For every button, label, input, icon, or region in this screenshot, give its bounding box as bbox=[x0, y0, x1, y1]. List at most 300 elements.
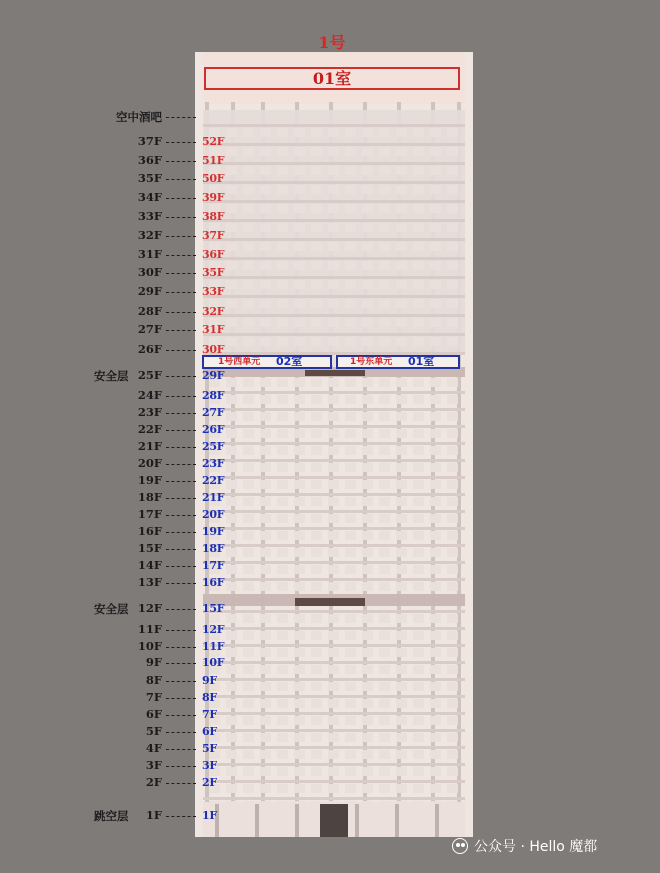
lobby-column bbox=[435, 804, 439, 837]
floor-label: 5F bbox=[145, 724, 162, 738]
window-cell bbox=[447, 166, 458, 175]
window-cell bbox=[362, 497, 373, 506]
window-cell bbox=[396, 514, 407, 523]
floor-dash bbox=[166, 236, 196, 237]
window-cell bbox=[226, 463, 237, 472]
window-cell bbox=[311, 337, 322, 346]
window-cell bbox=[277, 128, 288, 137]
window-cell bbox=[413, 548, 424, 557]
window-cell bbox=[294, 446, 305, 455]
window-cell bbox=[260, 648, 271, 657]
window-cell bbox=[447, 337, 458, 346]
window-cell bbox=[362, 463, 373, 472]
floor-slab bbox=[203, 661, 465, 664]
floor-dash bbox=[166, 630, 196, 631]
floor-label: 35F bbox=[137, 171, 162, 185]
window-cell bbox=[447, 242, 458, 251]
refuge-dark-lower bbox=[295, 598, 365, 606]
window-cell bbox=[277, 166, 288, 175]
window-cell bbox=[311, 665, 322, 674]
window-cell bbox=[379, 733, 390, 742]
window-cell bbox=[430, 784, 441, 793]
window-cell bbox=[345, 337, 356, 346]
window-cell bbox=[226, 261, 237, 270]
window-cell bbox=[294, 648, 305, 657]
window-cell bbox=[345, 299, 356, 308]
floor-dash bbox=[166, 566, 196, 567]
facade-graphic bbox=[195, 52, 473, 837]
window-cell bbox=[430, 147, 441, 156]
watermark-text: 公众号 · Hello 魔都 bbox=[474, 839, 598, 855]
window-cell bbox=[243, 463, 254, 472]
window-cell bbox=[396, 497, 407, 506]
window-cell bbox=[260, 337, 271, 346]
window-cell bbox=[447, 648, 458, 657]
window-cell bbox=[396, 699, 407, 708]
window-cell bbox=[328, 446, 339, 455]
window-cell bbox=[260, 733, 271, 742]
window-cell bbox=[362, 299, 373, 308]
window-cell bbox=[362, 614, 373, 623]
window-cell bbox=[362, 128, 373, 137]
window-cell bbox=[447, 395, 458, 404]
window-cell bbox=[226, 582, 237, 591]
window-cell bbox=[328, 699, 339, 708]
window-cell bbox=[277, 614, 288, 623]
window-cell bbox=[447, 531, 458, 540]
window-cell bbox=[243, 147, 254, 156]
window-cell bbox=[243, 548, 254, 557]
window-cell bbox=[311, 299, 322, 308]
window-cell bbox=[345, 223, 356, 232]
window-cell bbox=[345, 280, 356, 289]
window-cell bbox=[328, 767, 339, 776]
window-cell bbox=[328, 412, 339, 421]
window-cell bbox=[345, 463, 356, 472]
floor-dash bbox=[166, 663, 196, 664]
floor-dash bbox=[166, 715, 196, 716]
window-cell bbox=[311, 733, 322, 742]
marketing-floor-label: 37F bbox=[202, 229, 225, 242]
window-cell bbox=[328, 565, 339, 574]
floor-slab bbox=[203, 561, 465, 564]
window-cell bbox=[260, 665, 271, 674]
window-cell bbox=[328, 318, 339, 327]
window-cell bbox=[345, 204, 356, 213]
window-cell bbox=[260, 784, 271, 793]
window-cell bbox=[413, 531, 424, 540]
window-cell bbox=[379, 682, 390, 691]
window-cell bbox=[447, 497, 458, 506]
window-cell bbox=[396, 733, 407, 742]
window-cell bbox=[379, 531, 390, 540]
window-cell bbox=[413, 750, 424, 759]
floor-dash bbox=[166, 312, 196, 313]
floor-dash bbox=[166, 549, 196, 550]
window-cell bbox=[243, 299, 254, 308]
window-cell bbox=[277, 378, 288, 387]
window-cell bbox=[362, 750, 373, 759]
window-cell bbox=[294, 631, 305, 640]
floor-dash bbox=[166, 217, 196, 218]
window-cell bbox=[430, 261, 441, 270]
window-cell bbox=[328, 128, 339, 137]
floor-dash bbox=[166, 255, 196, 256]
floor-slab bbox=[203, 729, 465, 732]
window-cell bbox=[430, 750, 441, 759]
marketing-floor-label: 8F bbox=[202, 691, 217, 704]
window-cell bbox=[379, 463, 390, 472]
window-cell bbox=[277, 582, 288, 591]
window-cell bbox=[277, 514, 288, 523]
floor-label: 22F bbox=[137, 422, 162, 436]
window-cell bbox=[430, 337, 441, 346]
floor-label: 16F bbox=[137, 524, 162, 538]
window-cell bbox=[379, 565, 390, 574]
window-cell bbox=[294, 463, 305, 472]
floor-dash bbox=[166, 179, 196, 180]
window-cell bbox=[430, 565, 441, 574]
window-cell bbox=[379, 223, 390, 232]
window-cell bbox=[294, 280, 305, 289]
marketing-floor-label: 31F bbox=[202, 323, 225, 336]
floor-label: 27F bbox=[137, 322, 162, 336]
floor-label: 空中酒吧 bbox=[116, 110, 162, 124]
window-cell bbox=[447, 147, 458, 156]
window-cell bbox=[277, 204, 288, 213]
window-cell bbox=[311, 497, 322, 506]
floor-dash bbox=[166, 749, 196, 750]
marketing-floor-label: 15F bbox=[202, 602, 225, 615]
marketing-floor-label: 1F bbox=[202, 809, 217, 822]
floor-label: 12F bbox=[137, 601, 162, 615]
window-cell bbox=[328, 531, 339, 540]
window-cell bbox=[311, 446, 322, 455]
window-cell bbox=[430, 531, 441, 540]
window-cell bbox=[294, 733, 305, 742]
window-cell bbox=[277, 242, 288, 251]
window-cell bbox=[328, 548, 339, 557]
window-cell bbox=[243, 750, 254, 759]
window-cell bbox=[328, 166, 339, 175]
floor-label: 25F bbox=[137, 368, 162, 382]
window-cell bbox=[413, 128, 424, 137]
window-cell bbox=[345, 412, 356, 421]
window-cell bbox=[413, 395, 424, 404]
window-cell bbox=[311, 548, 322, 557]
marketing-floor-label: 51F bbox=[202, 154, 225, 167]
window-cell bbox=[430, 767, 441, 776]
window-cell bbox=[294, 166, 305, 175]
window-cell bbox=[345, 147, 356, 156]
floor-label: 18F bbox=[137, 490, 162, 504]
floor-dash bbox=[166, 609, 196, 610]
window-cell bbox=[260, 378, 271, 387]
window-cell bbox=[226, 242, 237, 251]
window-cell bbox=[277, 446, 288, 455]
window-cell bbox=[379, 280, 390, 289]
window-cell bbox=[396, 223, 407, 232]
window-cell bbox=[345, 480, 356, 489]
window-cell bbox=[226, 128, 237, 137]
floor-dash bbox=[166, 481, 196, 482]
window-cell bbox=[311, 767, 322, 776]
window-cell bbox=[430, 242, 441, 251]
window-cell bbox=[243, 395, 254, 404]
window-cell bbox=[226, 699, 237, 708]
window-cell bbox=[277, 395, 288, 404]
window-cell bbox=[345, 716, 356, 725]
window-cell bbox=[345, 429, 356, 438]
window-cell bbox=[311, 318, 322, 327]
window-cell bbox=[345, 699, 356, 708]
window-cell bbox=[447, 204, 458, 213]
window-cell bbox=[396, 412, 407, 421]
window-cell bbox=[413, 514, 424, 523]
window-cell bbox=[362, 733, 373, 742]
window-cell bbox=[345, 682, 356, 691]
window-cell bbox=[345, 497, 356, 506]
window-cell bbox=[243, 412, 254, 421]
window-cell bbox=[277, 767, 288, 776]
window-cell bbox=[226, 318, 237, 327]
floor-label: 33F bbox=[137, 209, 162, 223]
window-cell bbox=[396, 185, 407, 194]
window-cell bbox=[396, 631, 407, 640]
window-cell bbox=[311, 280, 322, 289]
window-cell bbox=[379, 514, 390, 523]
lobby-column bbox=[395, 804, 399, 837]
window-cell bbox=[260, 185, 271, 194]
window-cell bbox=[447, 429, 458, 438]
window-cell bbox=[362, 280, 373, 289]
window-cell bbox=[260, 699, 271, 708]
window-cell bbox=[396, 463, 407, 472]
floor-label: 19F bbox=[137, 473, 162, 487]
window-cell bbox=[243, 497, 254, 506]
window-cell bbox=[226, 497, 237, 506]
window-cell bbox=[379, 750, 390, 759]
window-cell bbox=[362, 565, 373, 574]
window-cell bbox=[396, 299, 407, 308]
unit-west-room: 02室 bbox=[276, 355, 303, 368]
window-cell bbox=[447, 548, 458, 557]
window-cell bbox=[345, 531, 356, 540]
window-cell bbox=[243, 648, 254, 657]
window-cell bbox=[311, 128, 322, 137]
window-cell bbox=[447, 767, 458, 776]
floor-slab bbox=[203, 544, 465, 547]
marketing-floor-label: 39F bbox=[202, 191, 225, 204]
window-cell bbox=[430, 648, 441, 657]
window-cell bbox=[362, 412, 373, 421]
window-cell bbox=[379, 699, 390, 708]
window-cell bbox=[294, 299, 305, 308]
window-cell bbox=[413, 665, 424, 674]
window-cell bbox=[260, 242, 271, 251]
window-cell bbox=[260, 261, 271, 270]
window-cell bbox=[379, 185, 390, 194]
window-cell bbox=[328, 185, 339, 194]
window-cell bbox=[447, 665, 458, 674]
window-cell bbox=[226, 480, 237, 489]
window-cell bbox=[430, 631, 441, 640]
window-cell bbox=[413, 299, 424, 308]
marketing-floor-label: 27F bbox=[202, 406, 225, 419]
floor-dash bbox=[166, 447, 196, 448]
window-cell bbox=[226, 395, 237, 404]
window-cell bbox=[311, 412, 322, 421]
window-cell bbox=[226, 280, 237, 289]
window-cell bbox=[396, 582, 407, 591]
window-cell bbox=[430, 412, 441, 421]
floor-label: 29F bbox=[137, 284, 162, 298]
window-cell bbox=[396, 548, 407, 557]
window-cell bbox=[345, 665, 356, 674]
window-cell bbox=[294, 337, 305, 346]
window-cell bbox=[277, 648, 288, 657]
window-cell bbox=[226, 185, 237, 194]
window-cell bbox=[311, 699, 322, 708]
window-cell bbox=[260, 750, 271, 759]
marketing-floor-label: 10F bbox=[202, 656, 225, 669]
window-cell bbox=[226, 337, 237, 346]
floor-dash bbox=[166, 117, 196, 118]
window-cell bbox=[447, 261, 458, 270]
window-cell bbox=[328, 631, 339, 640]
window-cell bbox=[243, 514, 254, 523]
unit-west-band bbox=[202, 355, 332, 369]
window-cell bbox=[447, 733, 458, 742]
window-cell bbox=[328, 750, 339, 759]
floor-label: 26F bbox=[137, 342, 162, 356]
window-cell bbox=[311, 261, 322, 270]
window-cell bbox=[447, 128, 458, 137]
floor-dash bbox=[166, 515, 196, 516]
window-cell bbox=[277, 497, 288, 506]
window-cell bbox=[294, 223, 305, 232]
window-cell bbox=[430, 463, 441, 472]
window-cell bbox=[328, 733, 339, 742]
window-cell bbox=[362, 648, 373, 657]
window-cell bbox=[396, 242, 407, 251]
window-cell bbox=[243, 280, 254, 289]
unit-east-band bbox=[336, 355, 460, 369]
floor-dash bbox=[166, 161, 196, 162]
floor-label: 14F bbox=[137, 558, 162, 572]
floor-dash bbox=[166, 766, 196, 767]
window-cell bbox=[294, 204, 305, 213]
window-cell bbox=[328, 261, 339, 270]
window-cell bbox=[226, 750, 237, 759]
window-cell bbox=[294, 531, 305, 540]
window-cell bbox=[396, 716, 407, 725]
window-cell bbox=[447, 631, 458, 640]
window-cell bbox=[362, 784, 373, 793]
window-cell bbox=[362, 395, 373, 404]
window-cell bbox=[243, 582, 254, 591]
window-cell bbox=[430, 378, 441, 387]
window-cell bbox=[413, 261, 424, 270]
window-cell bbox=[413, 463, 424, 472]
window-cell bbox=[226, 378, 237, 387]
window-cell bbox=[362, 223, 373, 232]
window-cell bbox=[294, 716, 305, 725]
floor-dash bbox=[166, 413, 196, 414]
window-cell bbox=[379, 767, 390, 776]
window-cell bbox=[260, 565, 271, 574]
floor-slab bbox=[203, 442, 465, 445]
window-cell bbox=[430, 665, 441, 674]
floor-label: 28F bbox=[137, 304, 162, 318]
window-cell bbox=[277, 548, 288, 557]
window-cell bbox=[311, 204, 322, 213]
window-cell bbox=[413, 204, 424, 213]
floor-slab bbox=[203, 181, 465, 184]
window-cell bbox=[345, 318, 356, 327]
window-cell bbox=[379, 242, 390, 251]
window-cell bbox=[311, 378, 322, 387]
floor-label: 6F bbox=[145, 707, 162, 721]
window-cell bbox=[413, 429, 424, 438]
window-cell bbox=[413, 147, 424, 156]
window-cell bbox=[447, 318, 458, 327]
window-cell bbox=[396, 166, 407, 175]
floor-dash bbox=[166, 430, 196, 431]
floor-label: 20F bbox=[137, 456, 162, 470]
window-cell bbox=[379, 261, 390, 270]
floor-slab bbox=[203, 219, 465, 222]
window-cell bbox=[294, 395, 305, 404]
floor-label: 31F bbox=[137, 247, 162, 261]
floor-dash bbox=[166, 583, 196, 584]
window-cell bbox=[362, 480, 373, 489]
floor-dash bbox=[166, 647, 196, 648]
floor-dash bbox=[166, 142, 196, 143]
window-cell bbox=[328, 280, 339, 289]
window-cell bbox=[413, 480, 424, 489]
window-cell bbox=[413, 716, 424, 725]
window-cell bbox=[396, 750, 407, 759]
marketing-floor-label: 6F bbox=[202, 725, 217, 738]
window-cell bbox=[430, 446, 441, 455]
window-cell bbox=[260, 514, 271, 523]
window-cell bbox=[362, 204, 373, 213]
window-cell bbox=[430, 514, 441, 523]
floor-slab bbox=[203, 333, 465, 336]
window-cell bbox=[430, 280, 441, 289]
lobby-column bbox=[355, 804, 359, 837]
window-cell bbox=[430, 204, 441, 213]
floor-slab bbox=[203, 200, 465, 203]
window-cell bbox=[430, 299, 441, 308]
window-cell bbox=[294, 261, 305, 270]
window-cell bbox=[328, 337, 339, 346]
window-cell bbox=[430, 699, 441, 708]
window-cell bbox=[294, 514, 305, 523]
window-cell bbox=[430, 480, 441, 489]
window-cell bbox=[430, 318, 441, 327]
window-cell bbox=[260, 463, 271, 472]
window-cell bbox=[277, 261, 288, 270]
window-cell bbox=[226, 166, 237, 175]
window-cell bbox=[396, 395, 407, 404]
window-cell bbox=[396, 531, 407, 540]
window-cell bbox=[260, 299, 271, 308]
marketing-floor-label: 26F bbox=[202, 423, 225, 436]
window-cell bbox=[294, 548, 305, 557]
window-cell bbox=[379, 480, 390, 489]
